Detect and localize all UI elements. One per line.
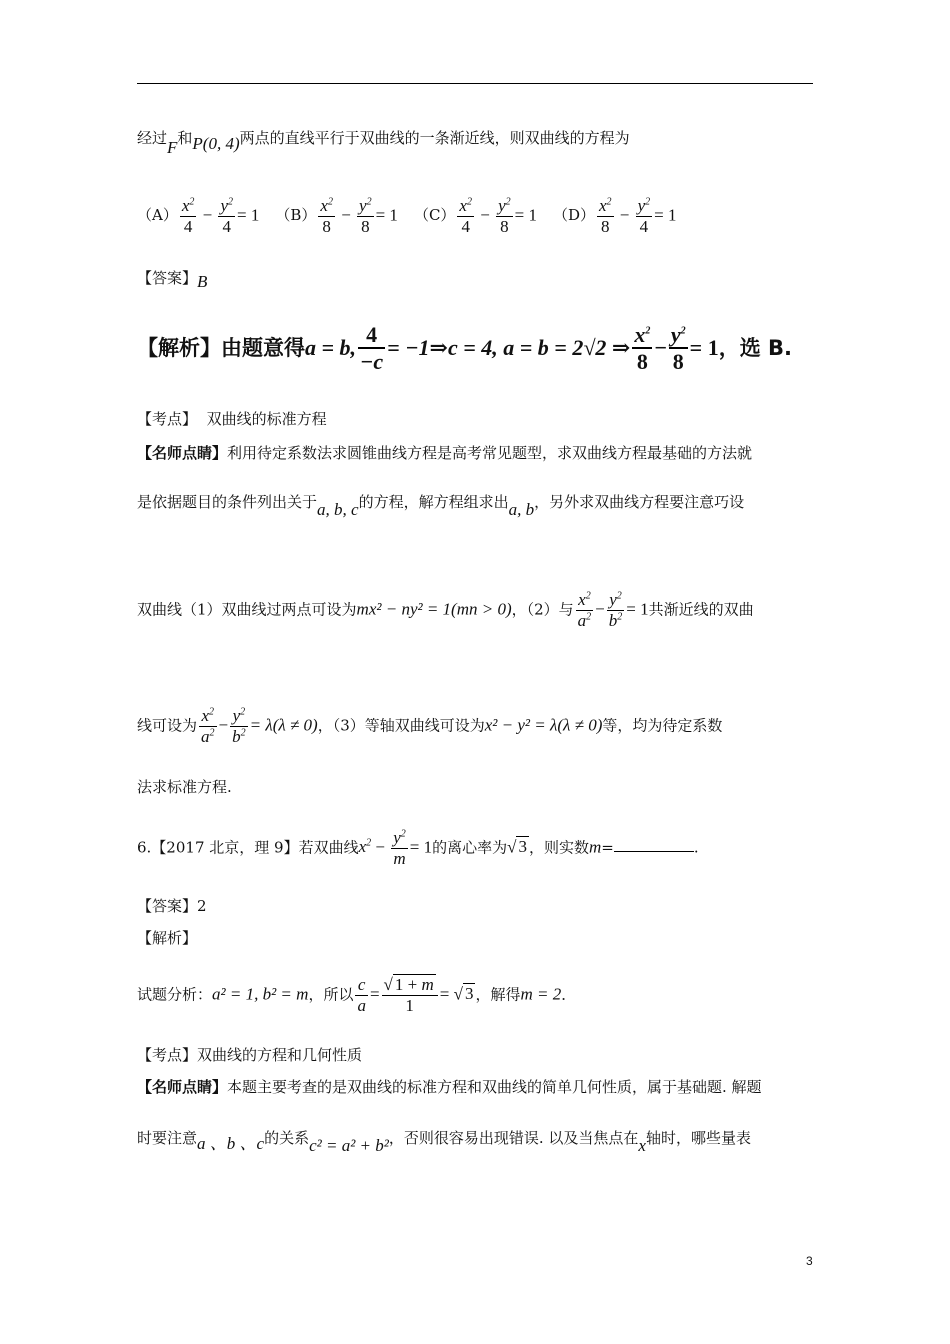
q5-option-frac-y: $\frac{y^2}{8}$ xyxy=(359,196,372,236)
q5-answer-label: 【答案】 xyxy=(137,269,198,287)
q6-trial-a: 试题分析： xyxy=(137,985,213,1004)
q6-trial-end: ． xyxy=(561,985,577,1004)
q6-trial-frac-sqrt: $\frac{√ 1 + m}{1}$ xyxy=(382,975,438,1016)
q5-kaodian xyxy=(137,410,327,428)
q6-stem-a: 6.【2017 北京，理 9】若双曲线 xyxy=(137,838,359,857)
q6-mingshi-line2 xyxy=(137,1128,751,1155)
q6-trial-frac-ca: $\frac{c}{a}$ xyxy=(357,975,366,1015)
q5-option-y-den: 8 xyxy=(361,216,370,236)
q5-option-frac-y: $\frac{y^2}{4}$ xyxy=(220,196,234,236)
q5-option-y-den: 4 xyxy=(222,216,231,236)
q5-point-F: F xyxy=(167,138,178,157)
q6-answer-blank xyxy=(614,837,694,852)
q5-analysis-x-frac: $\frac{x^2}{8}$ xyxy=(634,322,651,375)
q6-mingshi-line1 xyxy=(137,1078,762,1096)
q5-mingshi-2a: 是依据题目的条件列出关于 xyxy=(137,493,318,511)
q5-mingshi-5: 法求标准方程. xyxy=(137,778,232,796)
q5-option-y-den: 8 xyxy=(500,216,509,236)
q5-option-x-den: 8 xyxy=(601,216,610,236)
q5-analysis-frac-den: −c xyxy=(360,349,384,375)
q5-option-frac-x: $\frac{x^2}{8}$ xyxy=(320,196,333,236)
q5-mingshi-eq-two-points: mx² − ny² = 1(mn > 0) xyxy=(356,599,512,619)
q6-stem-b: 的离心率为 xyxy=(432,838,508,857)
q6-m-var: m xyxy=(588,837,602,857)
q5-mingshi-line5 xyxy=(137,778,232,796)
q6-stem: 6.【2017 北京，理 9】若双曲线$x^2$ − $\frac{y^2}{m}$ = 1的离心率为√ 3 ，则实数m= . xyxy=(137,828,699,868)
q5-analysis-eq-b: = −1⇒c = 4, a = b = 2√2 ⇒ xyxy=(387,334,631,360)
q6-mingshi-1: 本题主要考查的是双曲线的标准方程和双曲线的简单几何性质，属于基础题. 解题 xyxy=(227,1078,762,1096)
q6-sqrt3: 3 xyxy=(518,837,527,857)
q5-option-x-den: 4 xyxy=(183,216,193,236)
q5-option-label: （D） xyxy=(552,206,595,225)
q6-mingshi-label: 【名师点睛】 xyxy=(137,1078,228,1096)
q6-kaodian-label: 【考点】 xyxy=(137,1046,198,1064)
q6-answer-label: 【答案】 xyxy=(137,897,198,915)
q5-option-frac-x: $\frac{x^2}{8}$ xyxy=(598,196,612,236)
q6-trial-c: ，解得 xyxy=(475,985,521,1004)
q5-answer-value: B xyxy=(197,272,208,291)
q5-mingshi4-frac-y: $\frac{y^2}{b^2}$ xyxy=(232,706,246,746)
header-rule xyxy=(137,83,813,84)
q5-mingshi-3b: ，（2）与 xyxy=(511,600,574,619)
q5-option: （D） $\frac{x^2}{8}$ − $\frac{y^2}{4}$ = 1 xyxy=(552,196,677,236)
q5-option-frac-x: $\frac{x^2}{4}$ xyxy=(459,196,472,236)
q5-option-frac-y: $\frac{y^2}{8}$ xyxy=(498,196,511,236)
q5-option-frac-x: $\frac{x^2}{4}$ xyxy=(181,196,195,236)
q5-options xyxy=(137,196,693,237)
q5-stem-text-b: 和 xyxy=(177,129,193,147)
q6-analysis-label-text: 【解析】 xyxy=(137,929,198,947)
q5-option-x-den: 8 xyxy=(322,216,331,236)
q5-analysis-label: 【解析】由题意得 xyxy=(137,335,305,360)
q6-trial-eq1: a² = 1, b² = m xyxy=(212,984,309,1004)
q6-mingshi-2a: 时要注意 xyxy=(137,1129,198,1147)
q5-mingshi-2c: ，另外求双曲线方程要注意巧设 xyxy=(534,493,745,511)
q5-mingshi-frac-x: $\frac{x^2}{a^2}$ xyxy=(577,590,592,630)
q5-mingshi-ab: a, b xyxy=(508,500,535,519)
q5-option-label: （C） xyxy=(413,206,456,225)
q5-mingshi-line4: 线可设为 $\frac{x^2}{a^2}$ − $\frac{y^2}{b^2}$ = λ(λ ≠ 0)，（3）等轴双曲线可设为x² − y² = λ(λ ≠ 0)等，均为待定系数 xyxy=(137,706,723,746)
q5-analysis-frac-num: 4 xyxy=(358,322,385,349)
q5-kaodian-text: 双曲线的标准方程 xyxy=(206,410,327,428)
q5-option: （B） $\frac{x^2}{8}$ − $\frac{y^2}{8}$ = 1 xyxy=(275,196,398,236)
q6-answer xyxy=(137,897,207,915)
q5-mingshi-label: 【名师点睛】 xyxy=(137,444,228,462)
q5-option: （C） $\frac{x^2}{4}$ − $\frac{y^2}{8}$ = 1 xyxy=(413,196,537,236)
q5-mingshi-line2 xyxy=(137,492,745,519)
q6-answer-value: 2 xyxy=(197,897,207,915)
q5-analysis: 【解析】由题意得a = b, $\frac{4}{-c}$ = −1⇒c = 4, a = b = 2√2 ⇒ $\frac{x^2}{8}$ − $\frac{y^2}{8}$ = 1，选 B. xyxy=(137,322,792,375)
q6-trial-eq2: m = 2 xyxy=(520,984,562,1004)
q6-mingshi-2d: 轴时，哪些量表 xyxy=(645,1129,751,1147)
q6-mingshi-vars: a 、b 、c xyxy=(197,1134,265,1153)
q5-mingshi-3a: 双曲线（1）双曲线过两点可设为 xyxy=(137,600,357,619)
q6-stem-c: ，则实数 xyxy=(528,838,589,857)
q5-mingshi-eq-asymptote: = λ(λ ≠ 0) xyxy=(249,715,318,735)
q5-stem xyxy=(137,128,630,157)
q5-option: （A） $\frac{x^2}{4}$ − $\frac{y^2}{4}$ = 1 xyxy=(137,196,260,236)
q5-option-label: （A） xyxy=(137,206,178,225)
q5-mingshi-4a: 线可设为 xyxy=(137,716,198,735)
q6-trial: 试题分析：a² = 1, b² = m，所以 $\frac{c}{a}$ = $\frac{√ 1 + m}{1}$ = √ 3 ，解得m = 2． xyxy=(137,975,577,1015)
q6-mingshi-eq: c² = a² + b² xyxy=(309,1136,389,1155)
q5-stem-text-c: 两点的直线平行于双曲线的一条渐近线，则双曲线的方程为 xyxy=(239,129,630,147)
q5-analysis-frac xyxy=(358,322,385,376)
q5-analysis-end: ，选 B. xyxy=(718,335,792,360)
q5-point-P: P(0, 4) xyxy=(192,134,240,153)
q5-mingshi-abc: a, b, c xyxy=(317,500,359,519)
q5-mingshi-4b: ，（3）等轴双曲线可设为 xyxy=(317,716,485,735)
q6-trial-b: ，所以 xyxy=(308,985,354,1004)
q5-mingshi-line1 xyxy=(137,444,752,462)
q5-mingshi-eq-equiaxial: x² − y² = λ(λ ≠ 0) xyxy=(484,715,603,735)
q5-kaodian-label: 【考点】 xyxy=(137,410,198,428)
q5-option-label: （B） xyxy=(275,206,317,225)
q5-option-frac-y: $\frac{y^2}{4}$ xyxy=(637,196,651,236)
q5-analysis-eq-a: a = b, xyxy=(305,334,357,360)
q5-mingshi-line3: 双曲线（1）双曲线过两点可设为mx² − ny² = 1(mn > 0)，（2）与 $\frac{x^2}{a^2}$ − $\frac{y^2}{b^2}$ = 1共渐近线的双曲 xyxy=(137,590,754,630)
q6-kaodian xyxy=(137,1046,362,1064)
page-number: 3 xyxy=(806,1254,813,1268)
q5-stem-text-a: 经过 xyxy=(137,129,168,147)
q5-analysis-y-frac: $\frac{y^2}{8}$ xyxy=(670,322,686,375)
q5-mingshi4-frac-x: $\frac{x^2}{a^2}$ xyxy=(201,706,215,746)
q5-mingshi-3c: 共渐近线的双曲 xyxy=(648,600,754,619)
q5-option-x-den: 4 xyxy=(461,216,470,236)
q5-answer xyxy=(137,268,208,291)
q6-mingshi-x: x xyxy=(638,1136,646,1155)
q6-mingshi-2b: 的关系 xyxy=(264,1129,310,1147)
q6-kaodian-text: 双曲线的方程和几何性质 xyxy=(197,1046,363,1064)
q6-stem-frac: $\frac{y^2}{m}$ xyxy=(393,828,406,868)
q5-option-y-den: 4 xyxy=(639,216,649,236)
q5-mingshi-text-1: 利用待定系数法求圆锥曲线方程是高考常见题型，求双曲线方程最基础的方法就 xyxy=(227,444,753,462)
q5-mingshi-2b: 的方程，解方程组求出 xyxy=(358,493,509,511)
q6-stem-d: = xyxy=(601,838,614,857)
q5-mingshi-frac-y: $\frac{y^2}{b^2}$ xyxy=(608,590,623,630)
q6-stem-end: . xyxy=(693,838,699,857)
q5-mingshi-4c: 等，均为待定系数 xyxy=(602,716,723,735)
q6-mingshi-2c: ，否则很容易出现错误. 以及当焦点在 xyxy=(388,1129,639,1147)
q6-analysis-label xyxy=(137,929,197,947)
